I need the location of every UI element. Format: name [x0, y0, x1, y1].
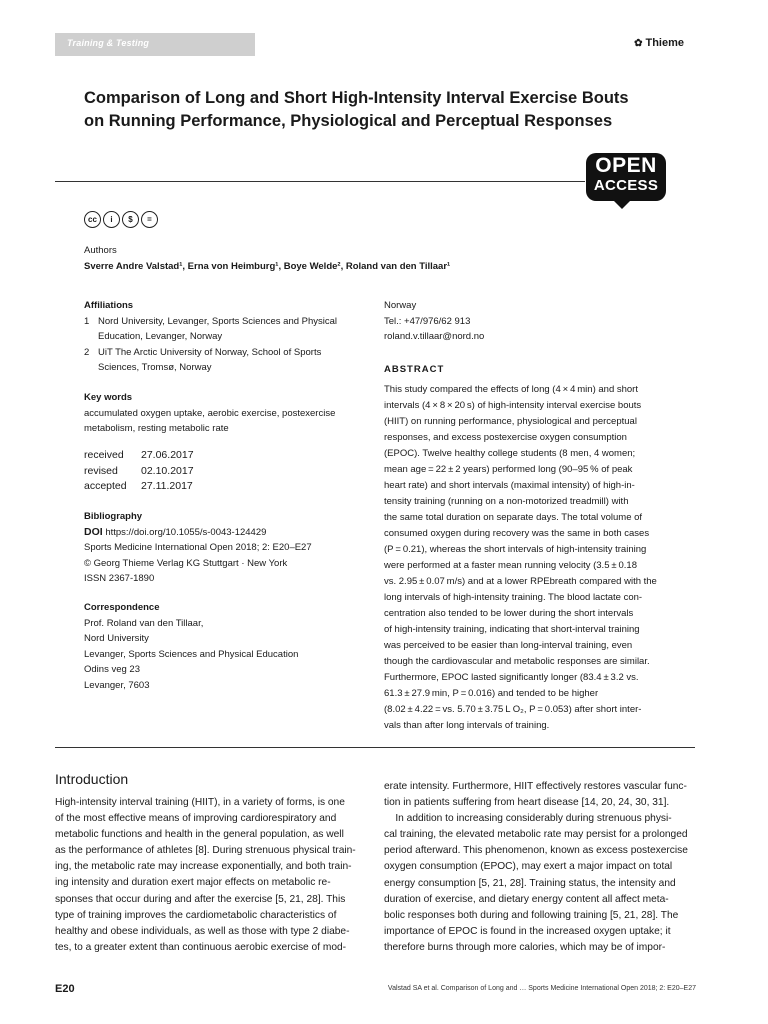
date-value: 27.11.2017: [141, 480, 193, 492]
text-line: consumed oxygen during recovery was the same in both cases: [384, 528, 650, 539]
affiliation-text: UiT The Arctic University of Norway, School of Sports Sciences, Tromsø, Norway: [98, 346, 322, 373]
doi-line: [84, 525, 364, 541]
text-line: mean age = 22 ± 2 years) performed long (90–95 % of peak: [384, 464, 633, 475]
text-line: as the performance of athletes [8]. During strenuous physical train-: [55, 845, 356, 857]
keywords-block: [84, 390, 364, 437]
text-line: tes, to a greater extent than continuous aerobic exercise of mod-: [55, 941, 347, 953]
affiliation-number: 1: [84, 315, 90, 327]
text-line: oxygen consumption (EPOC), may exert a major impact on total: [384, 861, 673, 873]
affiliations-block: [84, 298, 364, 376]
attribution-icon: i: [103, 211, 120, 228]
text-line: tion in patients suffering from heart disease [14, 20, 24, 30, 31].: [384, 797, 670, 809]
text-line: the same total duration on separate days. The total volume of: [384, 512, 643, 523]
footer-citation: Valstad SA et al. Comparison of Long and … Sports Medicine International Open 2018; 2: E20–E27: [387, 985, 696, 992]
correspondence-line: Prof. Roland van den Tillaar,: [84, 617, 204, 629]
text-line: sponses that occur during and after the exercise [5, 21, 28]. This: [55, 893, 346, 905]
introduction-left-column: [55, 795, 365, 956]
publisher-name: Thieme: [645, 37, 684, 49]
text-line: of high-intensity training, indicating that short-interval training: [384, 624, 640, 635]
affiliation-number: 2: [84, 346, 90, 358]
text-line: ing, the metabolic rate may increase exponentially, and both train-: [55, 861, 352, 873]
correspondence-line: Levanger, Sports Sciences and Physical Education: [84, 648, 299, 660]
text-line: metabolic functions and health in the general population, as well: [55, 829, 344, 841]
affiliations-label: Affiliations: [84, 300, 134, 311]
authors-label: Authors: [84, 245, 117, 256]
text-line: ing intensity and duration exert major effects on metabolic re-: [55, 877, 331, 889]
abstract-heading: ABSTRACT: [384, 364, 445, 375]
text-line: (8.02 ± 4.22 = vs. 5.70 ± 3.75 L O₂, P = 0.053) after short inter-: [384, 704, 642, 715]
text-line: period afterward. This phenomenon, known as excess postexercise: [384, 845, 688, 857]
copyright-line: © Georg Thieme Verlag KG Stuttgart · New York: [84, 557, 288, 569]
text-line: cal training, the elevated metabolic rate may persist for a prolonged: [384, 829, 688, 841]
text-line: vs. 2.95 ± 0.07 m/s) and at a lower RPEbreath compared with the: [384, 576, 657, 587]
license-icons: [84, 211, 158, 228]
correspondence-block: [84, 600, 364, 693]
date-label: revised: [84, 464, 118, 477]
text-line: energy consumption [5, 21, 28]. Training status, the intensity and: [384, 877, 676, 889]
affiliation-item: [84, 345, 364, 376]
text-line: responses, and excess postexercise oxygen consumption: [384, 432, 627, 443]
date-row: [84, 479, 364, 495]
text-line: were performed at a faster mean running velocity (3.5 ± 0.18: [384, 560, 637, 571]
authors-block: [84, 243, 684, 274]
authors-names: Sverre Andre Valstad¹, Erna von Heimburg¹, Boye Welde², Roland van den Tillaar¹: [84, 260, 451, 272]
text-line: though the cardiovascular and metabolic responses are similar.: [384, 656, 650, 667]
affiliation-item: [84, 314, 364, 345]
date-value: 27.06.2017: [141, 449, 194, 461]
correspondence-continued: [384, 298, 694, 345]
open-access-line2: ACCESS: [593, 177, 659, 194]
text-line: 61.3 ± 27.9 min, P = 0.016) and tended to be higher: [384, 688, 599, 699]
text-line: (HIIT) on running performance, physiological and perceptual: [384, 416, 637, 427]
publisher-logo: [634, 37, 684, 49]
section-label: Training & Testing: [67, 38, 150, 48]
text-line: healthy and obese individuals, as well as those with type 2 diabe-: [55, 925, 350, 937]
dates-block: [84, 448, 364, 495]
page-number: E20: [55, 983, 75, 995]
doi-label: DOI: [84, 525, 103, 538]
date-row: [84, 448, 364, 464]
text-line: type of training improves the cardiometabolic characteristics of: [55, 909, 337, 921]
text-line: was perceived to be easier than long-interval training, even: [384, 640, 633, 651]
noncommercial-icon: $: [122, 211, 139, 228]
text-line: This study compared the effects of long (4 × 4 min) and short: [384, 384, 638, 395]
correspondence-label: Correspondence: [84, 602, 160, 613]
section-band: [55, 33, 255, 56]
correspondence-line: Norway: [384, 300, 417, 311]
date-label: received: [84, 449, 124, 461]
text-line: vals than after long intervals of training.: [384, 720, 550, 731]
noderivs-icon: =: [141, 211, 158, 228]
correspondence-email[interactable]: roland.v.tillaar@nord.no: [384, 331, 485, 342]
cc-icon: cc: [84, 211, 101, 228]
text-line: tensity training (running on a non-motorized treadmill) with: [384, 496, 629, 507]
text-line: heart rate) and short intervals (maximal intensity) of high-in-: [384, 480, 635, 491]
text-line: High-intensity interval training (HIIT), in a variety of forms, is one: [55, 797, 345, 808]
article-title: Comparison of Long and Short High-Intensity Interval Exercise Bouts on Running Performance, Physiological and Perceptual Responses: [84, 89, 629, 130]
text-line: duration of exercise, and dietary energy content all affect meta-: [384, 893, 669, 905]
text-line: long intervals of high-intensity training. The blood lactate con-: [384, 592, 643, 603]
text-line: importance of EPOC is found in the increased oxygen uptake; it: [384, 925, 671, 937]
correspondence-line: Nord University: [84, 633, 149, 644]
doi-link[interactable]: https://doi.org/10.1055/s-0043-124429: [105, 526, 267, 538]
abstract-divider: [55, 747, 695, 748]
introduction-heading: Introduction: [55, 771, 129, 787]
bibliography-block: [84, 509, 364, 587]
text-line: (P = 0.21), whereas the short intervals of high-intensity training: [384, 544, 647, 555]
correspondence-line: Levanger, 7603: [84, 679, 150, 691]
abstract-body: [384, 382, 694, 734]
bibliography-label: Bibliography: [84, 511, 143, 522]
text-line: centration also tended to be lower during the short intervals: [384, 608, 634, 619]
text-line: intervals (4 × 8 × 20 s) of high-intensity interval exercise bouts: [384, 400, 642, 411]
keywords-label: Key words: [84, 392, 133, 403]
text-line: erate intensity. Furthermore, HIIT effectively restores vascular func-: [384, 781, 687, 792]
correspondence-line: Odins veg 23: [84, 664, 140, 675]
text-line: bolic responses both during and following training [5, 21, 28]. The: [384, 909, 679, 921]
open-access-line1: OPEN: [595, 154, 657, 177]
text-line: In addition to increasing considerably during strenuous physi-: [384, 813, 672, 825]
text-line: of the most effective means of improving cardiorespiratory and: [55, 813, 337, 825]
thieme-icon: ✿: [634, 37, 643, 49]
title-divider: [55, 181, 585, 182]
date-label: accepted: [84, 480, 127, 492]
correspondence-phone: Tel.: +47/976/62 913: [384, 315, 471, 327]
text-line: Furthermore, EPOC lasted significantly longer (83.4 ± 3.2 vs.: [384, 672, 639, 683]
date-row: [84, 464, 364, 480]
introduction-right-column: [384, 779, 694, 956]
open-access-badge: [586, 153, 666, 201]
date-value: 02.10.2017: [141, 464, 194, 477]
affiliation-text: Nord University, Levanger, Sports Sciences and Physical Education, Levanger, Norway: [98, 315, 338, 342]
issn-line: ISSN 2367-1890: [84, 573, 155, 584]
text-line: (EPOC). Twelve healthy college students (8 men, 4 women;: [384, 448, 636, 459]
keywords-text: accumulated oxygen uptake, aerobic exercise, postexercise metabolism, resting metabolic rate: [84, 407, 336, 434]
journal-citation: Sports Medicine International Open 2018; 2: E20–E27: [84, 542, 312, 553]
open-access-badge-tail: [612, 199, 632, 209]
text-line: therefore burns through more calories, which may be of impor-: [384, 941, 666, 953]
